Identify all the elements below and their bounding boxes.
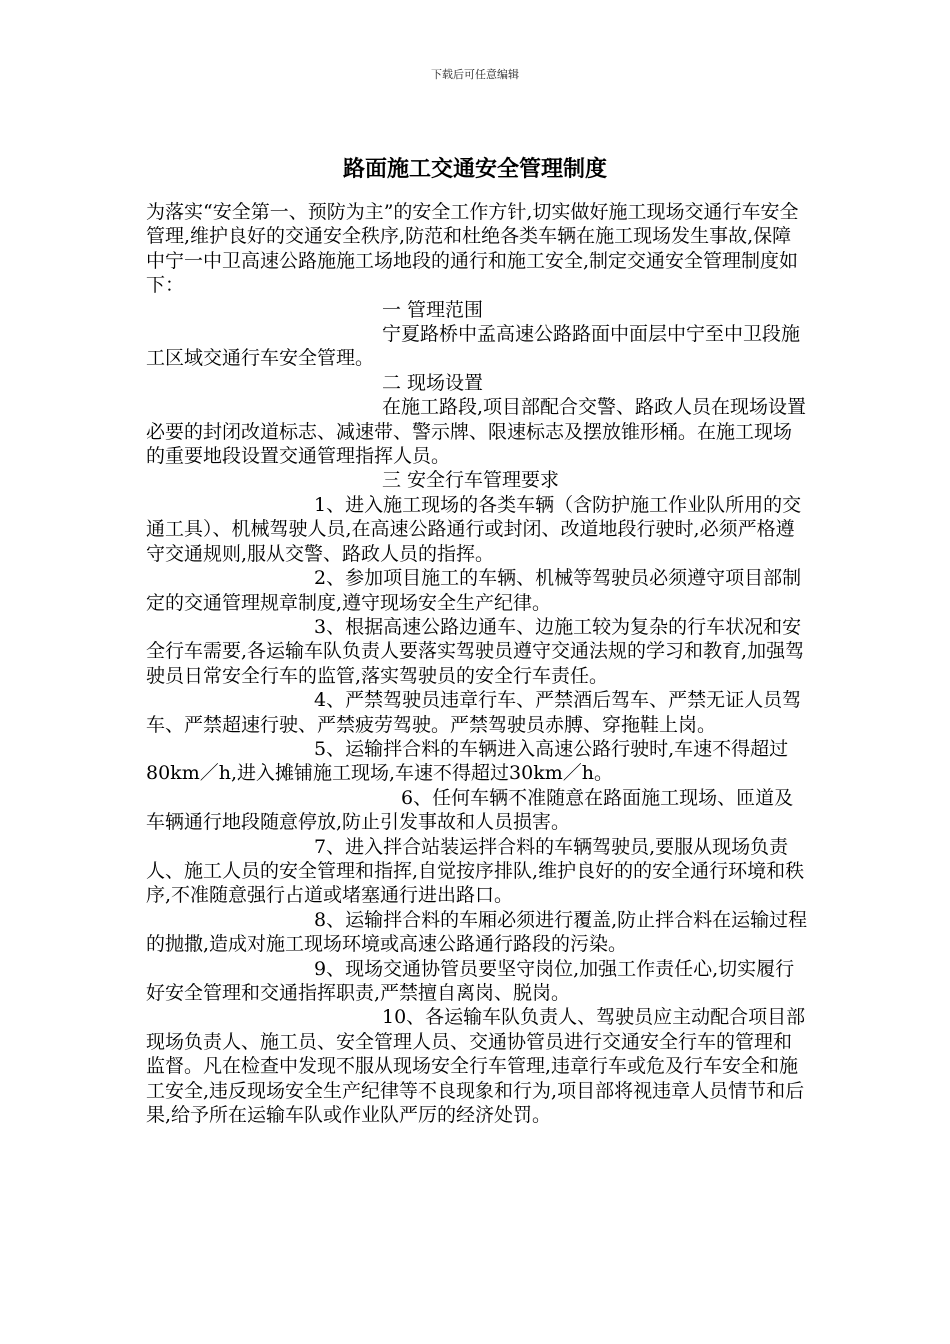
section-heading-scope: 一 管理范围 (382, 298, 484, 321)
section-text-scope: 宁夏路桥中孟高速公路路面中面层中宁至中卫段施工区域交通行车安全管理。 (146, 323, 801, 370)
requirement-item: 3、根据高速公路边通车、边施工较为复杂的行车状况和安全行车需要,各运输车队负责人要落实驾驶员遵守交通法规的学习和教育,加强驾驶员日常安全行车的监管,落实驾驶员的安全行车责任。 (146, 615, 805, 687)
requirement-item: 5、运输拌合料的车辆进入高速公路行驶时,车速不得超过80km／h,进入摊铺施工现场,车速不得超过30km／h。 (146, 737, 789, 785)
requirement-item: 9、现场交通协管员要坚守岗位,加强工作责任心,切实履行好安全管理和交通指挥职责,严禁擅自离岗、脱岗。 (146, 957, 795, 1004)
requirement-item: 1、进入施工现场的各类车辆（含防护施工作业队所用的交通工具）、机械驾驶人员,在高速公路通行或封闭、改道地段行驶时,必须严格遵守交通规则,服从交警、路政人员的指挥。 (146, 493, 802, 565)
requirement-item: 10、各运输车队负责人、驾驶员应主动配合项目部现场负责人、施工员、安全管理人员、交通协管员进行交通安全行车的管理和监督。凡在检查中发现不服从现场安全行车管理,违章行车或危及行车安全和施工安全,违反现场安全生产纪律等不良现象和行为,项目部将视违章人员情节和后果,给予所在运输车队或作业队严厉的经济处罚。 (146, 1006, 806, 1127)
requirement-item: 8、运输拌合料的车厢必须进行覆盖,防止拌合料在运输过程的抛撒,造成对施工现场环境或高速公路通行路段的污染。 (146, 908, 808, 956)
document-body (146, 200, 808, 1127)
page-header-caption: 下载后可任意编辑 (431, 68, 519, 81)
requirement-item: 4、严禁驾驶员违章行车、严禁酒后驾车、严禁无证人员驾车、严禁超速行驶、严禁疲劳驾驶。严禁驾驶员赤膊、穿拖鞋上岗。 (146, 689, 802, 736)
requirement-item: 2、参加项目施工的车辆、机械等驾驶员必须遵守项目部制定的交通管理规章制度,遵守现场安全生产纪律。 (146, 567, 802, 614)
section-heading-site-setup: 二 现场设置 (382, 371, 484, 394)
section-heading-driving-requirements: 三 安全行车管理要求 (382, 469, 560, 492)
section-text-site-setup: 在施工路段,项目部配合交警、路政人员在现场设置必要的封闭改道标志、减速带、警示牌、限速标志及摆放锥形桶。在施工现场的重要地段设置交通管理指挥人员。 (146, 396, 807, 468)
requirement-item: 6、任何车辆不准随意在路面施工现场、匝道及车辆通行地段随意停放,防止引发事故和人员损害。 (146, 786, 794, 834)
intro-paragraph: 为落实“安全第一、预防为主”的安全工作方针,切实做好施工现场交通行车安全管理,维护良好的交通安全秩序,防范和杜绝各类车辆在施工现场发生事故,保障中宁一中卫高速公路施施工场地段的通行和施工安全,制定交通安全管理制度如下： (146, 201, 799, 297)
requirement-item: 7、进入拌合站装运拌合料的车辆驾驶员,要服从现场负责人、施工人员的安全管理和指挥,自觉按序排队,维护良好的的安全通行环境和秩序,不准随意强行占道或堵塞通行进出路口。 (146, 835, 805, 907)
document-title: 路面施工交通安全管理制度 (342, 157, 607, 182)
